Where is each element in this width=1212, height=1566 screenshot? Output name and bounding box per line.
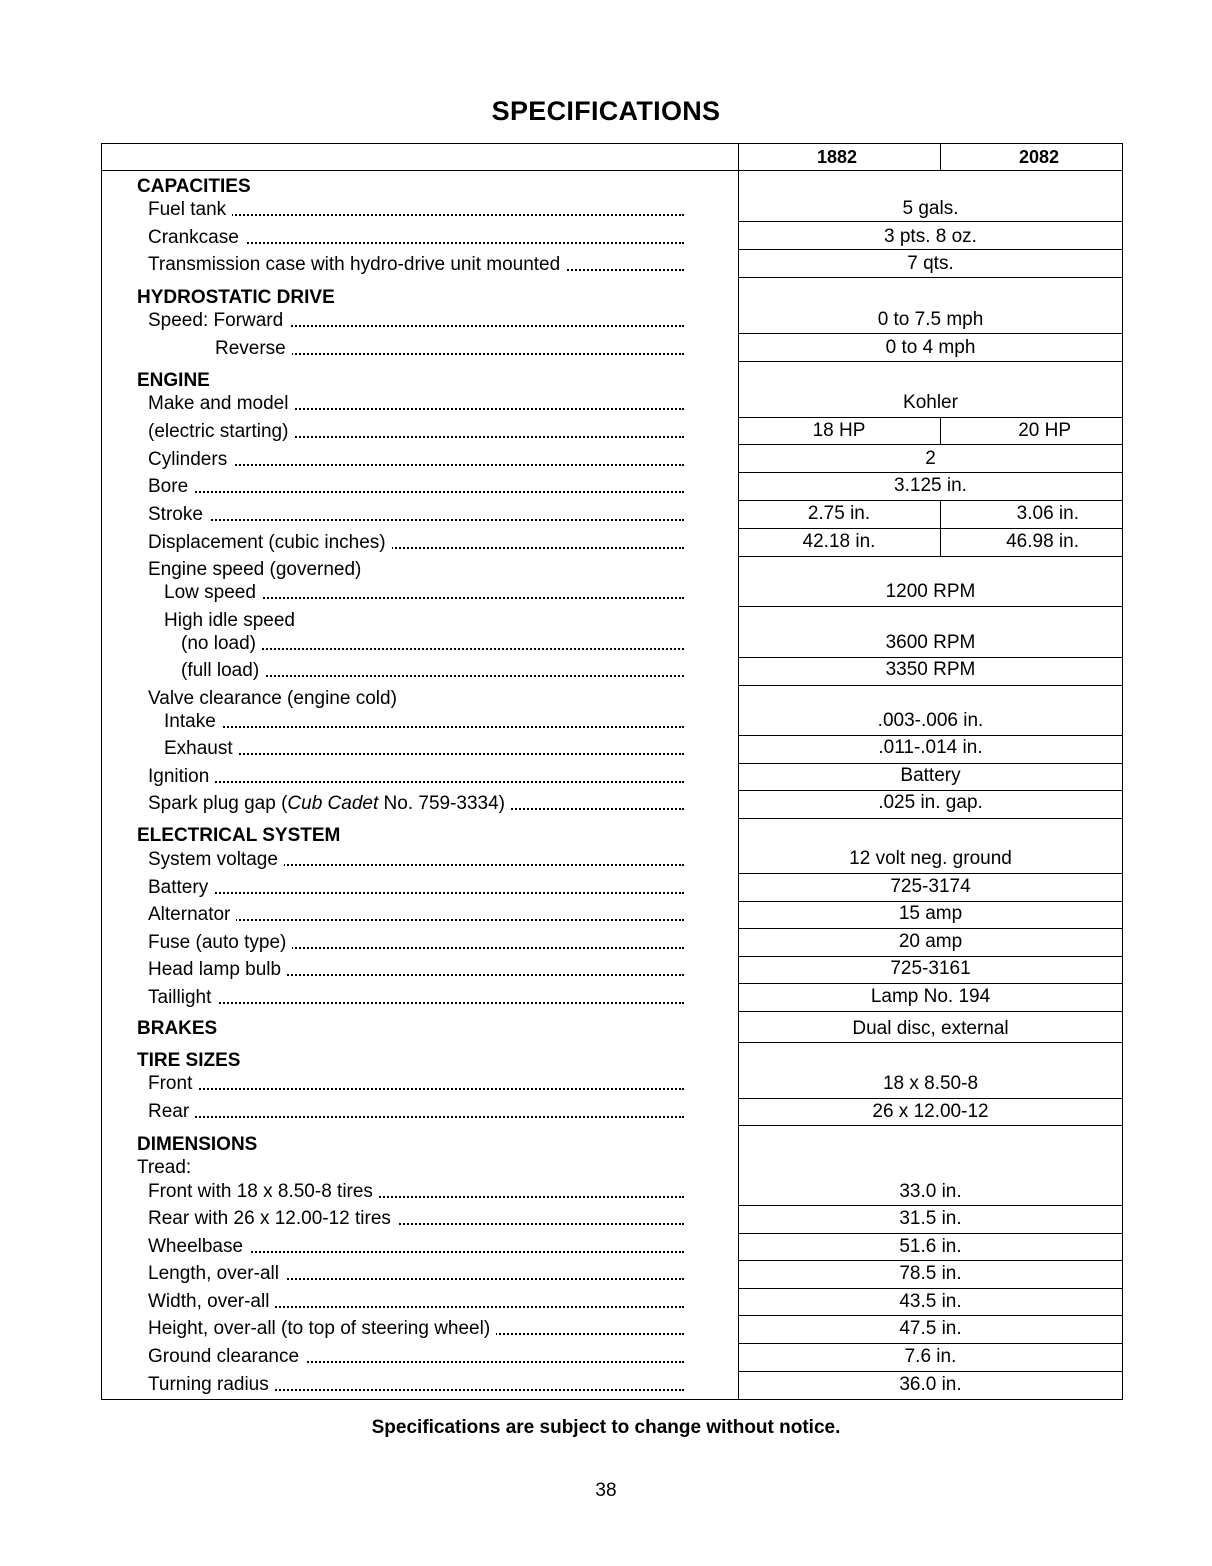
label-width: Width, over-all	[148, 1291, 684, 1313]
value-front-tire: 18 x 8.50-8	[882, 1073, 979, 1094]
section-dimensions: DIMENSIONS	[137, 1134, 258, 1155]
value-fuse: 20 amp	[898, 931, 963, 952]
row-rule	[739, 528, 1122, 529]
label-ignition: Ignition	[148, 766, 684, 788]
row-rule	[739, 1288, 1122, 1289]
label-stroke: Stroke	[148, 504, 684, 526]
value-bore: 3.125 in.	[894, 475, 967, 496]
value-alternator: 15 amp	[898, 903, 963, 924]
value-wheelbase: 51.6 in.	[899, 1236, 962, 1257]
value-front-tread: 33.0 in.	[899, 1181, 962, 1202]
section-hydrostatic-drive: HYDROSTATIC DRIVE	[137, 287, 335, 308]
brand-name: Cub Cadet	[287, 793, 379, 814]
value-height: 47.5 in.	[899, 1318, 962, 1339]
label-electric-starting: (electric starting)	[148, 421, 684, 443]
row-rule	[739, 873, 1122, 874]
section-electrical-system: ELECTRICAL SYSTEM	[137, 825, 341, 846]
row-rule	[739, 983, 1122, 984]
label-front-tread: Front with 18 x 8.50-8 tires	[148, 1181, 684, 1203]
label-rear-tread: Rear with 26 x 12.00-12 tires	[148, 1208, 684, 1230]
value-make-model: Kohler	[903, 392, 958, 413]
section-capacities: CAPACITIES	[137, 176, 251, 197]
label-battery: Battery	[148, 877, 684, 899]
label-valve-clearance: Valve clearance (engine cold)	[148, 688, 397, 709]
label-head-lamp-bulb: Head lamp bulb	[148, 959, 684, 981]
value-taillight: Lamp No. 194	[870, 986, 991, 1007]
section-engine: ENGINE	[137, 370, 210, 391]
value-displacement-1882: 42.18 in.	[802, 531, 876, 552]
label-high-idle-speed: High idle speed	[164, 610, 295, 631]
label-front-tire: Front	[148, 1073, 684, 1095]
row-rule	[739, 333, 1122, 334]
label-fuse: Fuse (auto type)	[148, 932, 684, 954]
value-battery: 725-3174	[890, 876, 971, 897]
row-rule	[739, 500, 1122, 501]
value-displacement-2082: 46.98 in.	[1006, 531, 1079, 552]
column-header-1882: 1882	[817, 147, 858, 167]
row-rule	[739, 763, 1122, 764]
header-rule	[101, 170, 1123, 171]
label-reverse: Reverse	[148, 338, 684, 360]
label-full-load: (full load)	[181, 660, 684, 682]
value-width: 43.5 in.	[899, 1291, 962, 1312]
row-rule	[739, 1371, 1122, 1372]
value-head-lamp-bulb: 725-3161	[890, 958, 971, 979]
row-rule	[739, 472, 1122, 473]
row-rule	[739, 956, 1122, 957]
row-rule	[739, 1042, 1122, 1043]
value-hp-1882: 18 HP	[812, 420, 866, 441]
value-length: 78.5 in.	[899, 1263, 962, 1284]
value-exhaust: .011-.014 in.	[878, 737, 983, 758]
label-spark-plug-gap: Spark plug gap (Cub Cadet No. 759-3334)	[148, 793, 684, 815]
label-tread: Tread:	[137, 1157, 192, 1178]
row-rule	[739, 818, 1122, 819]
row-rule	[739, 1205, 1122, 1206]
row-rule	[739, 901, 1122, 902]
page-number: 38	[595, 1480, 617, 1501]
value-stroke-2082: 3.06 in.	[1016, 503, 1079, 524]
label-height: Height, over-all (to top of steering wheel)	[148, 1318, 684, 1340]
row-rule	[739, 221, 1122, 222]
row-rule	[739, 606, 1122, 607]
page-title: SPECIFICATIONS	[491, 96, 721, 126]
section-tire-sizes: TIRE SIZES	[137, 1050, 241, 1071]
value-full-load: 3350 RPM	[885, 659, 976, 680]
label-system-voltage: System voltage	[148, 849, 684, 871]
row-rule	[739, 444, 1122, 445]
value-stroke-1882: 2.75 in.	[807, 503, 871, 524]
header-divider	[940, 143, 941, 171]
row-rule	[739, 1233, 1122, 1234]
row-rule	[739, 1260, 1122, 1261]
label-wheelbase: Wheelbase	[148, 1236, 684, 1258]
value-low-speed: 1200 RPM	[885, 581, 976, 602]
column-header-2082: 2082	[1019, 147, 1060, 167]
row-rule	[739, 685, 1122, 686]
row-rule	[739, 249, 1122, 250]
value-no-load: 3600 RPM	[885, 632, 976, 653]
section-brakes: BRAKES	[137, 1018, 218, 1039]
footer-note: Specifications are subject to change without notice.	[371, 1417, 841, 1438]
label-fuel-tank: Fuel tank	[148, 199, 684, 221]
row-rule	[739, 417, 1122, 418]
label-turning-radius: Turning radius	[148, 1374, 684, 1396]
label-transmission: Transmission case with hydro-drive unit mounted	[148, 254, 684, 276]
row-rule	[739, 361, 1122, 362]
row-rule	[739, 556, 1122, 557]
label-rear-tire: Rear	[148, 1101, 684, 1123]
label-make-model: Make and model	[148, 393, 684, 415]
row-rule	[739, 1011, 1122, 1012]
label-alternator: Alternator	[148, 904, 684, 926]
label-intake: Intake	[164, 711, 684, 733]
label-taillight: Taillight	[148, 987, 684, 1009]
label-ground-clearance: Ground clearance	[148, 1346, 684, 1368]
label-crankcase: Crankcase	[148, 227, 684, 249]
value-reverse: 0 to 4 mph	[885, 337, 976, 358]
value-ground-clearance: 7.6 in.	[904, 1346, 957, 1367]
row-rule	[739, 1315, 1122, 1316]
label-exhaust: Exhaust	[164, 738, 684, 760]
label-no-load: (no load)	[181, 633, 684, 655]
row-rule	[739, 657, 1122, 658]
value-transmission: 7 qts.	[907, 253, 954, 274]
label-bore: Bore	[148, 476, 684, 498]
value-rear-tread: 31.5 in.	[899, 1208, 962, 1229]
value-hp-2082: 20 HP	[1018, 420, 1071, 441]
value-system-voltage: 12 volt neg. ground	[849, 848, 1012, 869]
value-spark-plug-gap: .025 in. gap.	[878, 792, 983, 813]
row-rule	[739, 1125, 1122, 1126]
row-rule	[739, 735, 1122, 736]
row-rule	[739, 277, 1122, 278]
value-cylinders: 2	[925, 448, 936, 469]
row-rule	[739, 928, 1122, 929]
row-rule	[739, 790, 1122, 791]
label-low-speed: Low speed	[164, 582, 684, 604]
label-displacement: Displacement (cubic inches)	[148, 532, 684, 554]
value-rear-tire: 26 x 12.00-12	[872, 1101, 989, 1122]
row-rule	[739, 1343, 1122, 1344]
label-cylinders: Cylinders	[148, 449, 684, 471]
label-engine-speed: Engine speed (governed)	[148, 559, 362, 580]
value-ignition: Battery	[900, 765, 961, 786]
value-speed-forward: 0 to 7.5 mph	[877, 309, 984, 330]
value-brakes: Dual disc, external	[852, 1018, 1009, 1039]
label-length: Length, over-all	[148, 1263, 684, 1285]
value-crankcase: 3 pts. 8 oz.	[884, 226, 977, 247]
value-fuel-tank: 5 gals.	[902, 198, 959, 219]
row-rule	[739, 1098, 1122, 1099]
label-speed-forward: Speed: Forward	[148, 310, 684, 332]
value-intake: .003-.006 in.	[877, 710, 984, 731]
value-turning-radius: 36.0 in.	[899, 1374, 962, 1395]
